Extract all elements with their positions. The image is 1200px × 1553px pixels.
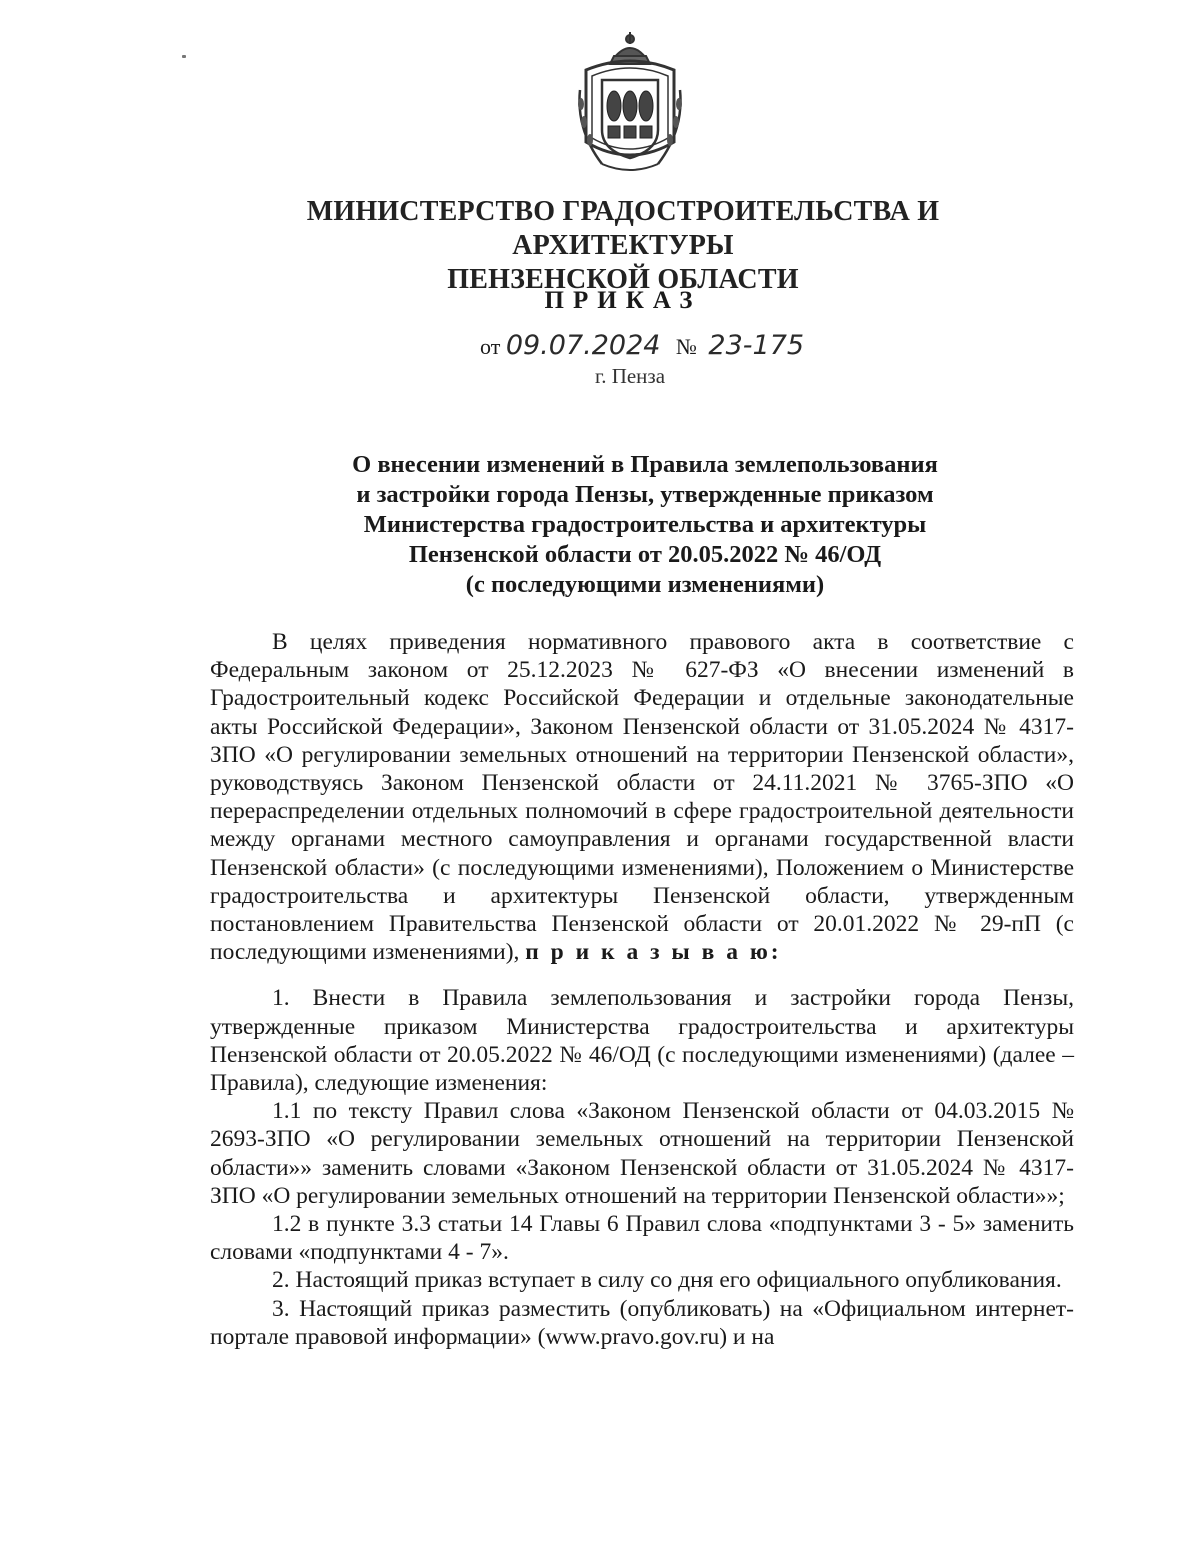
item-1-1: 1.1 по тексту Правил слова «Законом Пензенской области от 04.03.2015 № 2693-ЗПО «О регулировании земельных отношений на территории Пензенской области»» заменить словами «Законом Пензенской области от 31.05.2024 № 4317-ЗПО «О регулировании земельных отношений на территории Пензенской области»»;	[210, 1098, 1074, 1209]
ministry-name-line-2: ПЕНЗЕНСКОЙ ОБЛАСТИ	[447, 264, 799, 295]
number-sign: №	[675, 334, 697, 359]
preamble-paragraph	[210, 628, 1074, 966]
document-type: ПРИКАЗ	[544, 287, 702, 314]
ministry-name	[200, 195, 1046, 297]
subject-line-1: О внесении изменений в Правила землепользования	[352, 451, 938, 478]
document-subject	[250, 450, 1040, 600]
handwritten-number: 23-175	[708, 330, 805, 361]
document-body	[210, 628, 1074, 1351]
preamble-text: В целях приведения нормативного правового акта в соответствие с Федеральным законом от 25.12.2023 № 627-ФЗ «О внесении изменений в Градостроительный кодекс Российской Федерации и отдельные законодательные акты Российской Федерации», Законом Пензенской области от 31.05.2024 № 4317-ЗПО «О регулировании земельных отношений на территории Пензенской области», руководствуясь Законом Пензенской области от 24.11.2021 № 3765-ЗПО «О перераспределении отдельных полномочий в сфере градостроительной деятельности между органами местного самоуправления и органами государственной власти Пензенской области» (с последующими изменениями), Положением о Министерстве градостроительства и архитектуры Пензенской области, утвержденным постановлением Правительства Пензенской области от 20.01.2022 № 29-пП (с последующими изменениями),	[210, 629, 1074, 966]
subject-line-5: (с последующими изменениями)	[465, 571, 825, 598]
ministry-name-line-1: МИНИСТЕРСТВО ГРАДОСТРОИТЕЛЬСТВА И АРХИТЕКТУРЫ	[306, 196, 940, 261]
order-verb: п р и к а з ы в а ю:	[525, 939, 782, 966]
coat-of-arms-emblem	[572, 30, 688, 180]
item-3: 3. Настоящий приказ разместить (опубликовать) на «Официальном интернет-портале правовой информации» (www.pravo.gov.ru) и на	[210, 1295, 1074, 1350]
subject-line-2: и застройки города Пензы, утвержденные приказом	[356, 481, 934, 508]
date-prefix: от	[480, 334, 501, 359]
city-name: г. Пенза	[594, 364, 666, 388]
item-2: 2. Настоящий приказ вступает в силу со дня его официального опубликования.	[272, 1267, 1062, 1294]
item-1-2: 1.2 в пункте 3.3 статьи 14 Главы 6 Правил слова «подпунктами 3 - 5» заменить словами «подпунктами 4 - 7».	[210, 1211, 1074, 1266]
subject-line-4: Пензенской области от 20.05.2022 № 46/ОД	[408, 541, 882, 568]
subject-line-3: Министерства градостроительства и архитектуры	[363, 511, 927, 538]
handwritten-date: 09.07.2024	[505, 330, 661, 361]
item-1: 1. Внести в Правила землепользования и застройки города Пензы, утвержденные приказом Министерства градостроительства и архитектуры Пензенской области от 20.05.2022 № 46/ОД (с последующими изменениями) (далее – Правила), следующие изменения:	[210, 985, 1074, 1097]
scan-speck	[182, 55, 186, 58]
date-number-line	[480, 330, 880, 366]
